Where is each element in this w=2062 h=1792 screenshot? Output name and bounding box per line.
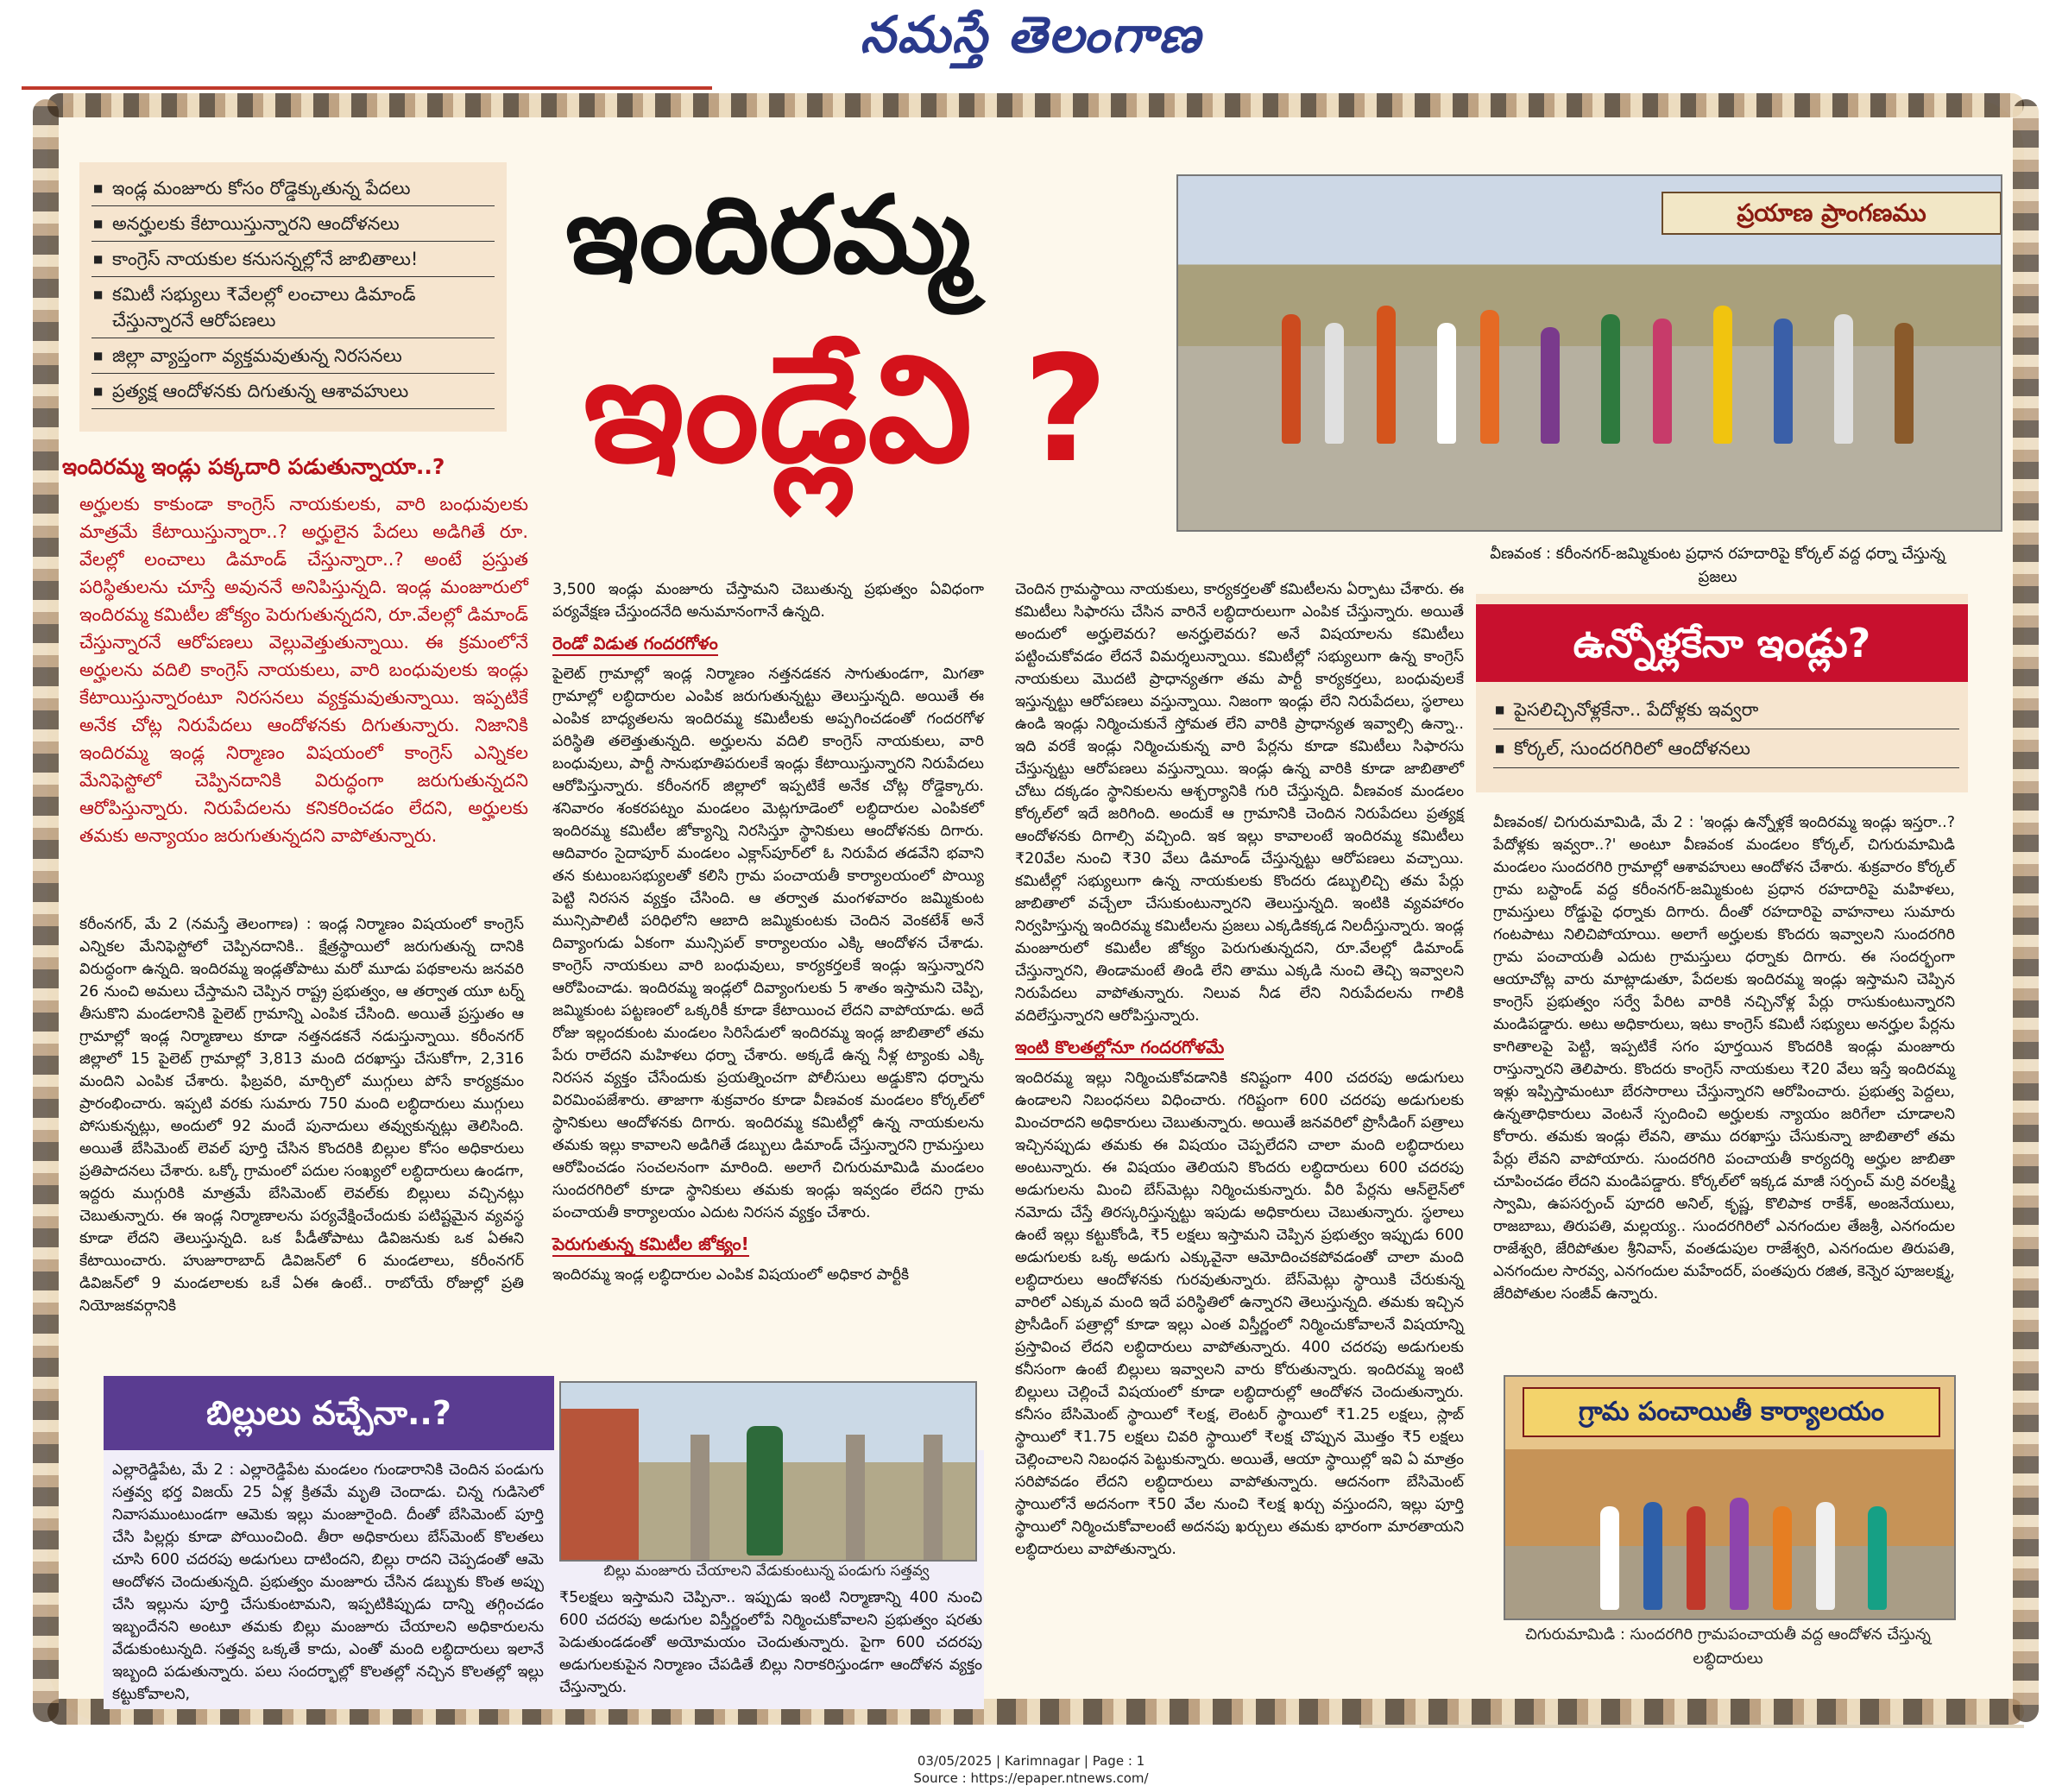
bullet-item: ■ జిల్లా వ్యాప్తంగా వ్యక్తమవుతున్న నిరసనలు [91,338,495,374]
bullet-item: ■ ప్రత్యక్ష ఆందోళనకు దిగుతున్న ఆశావహులు [91,374,495,409]
right-banner-title: ఉన్నోళ్లకేనా ఇండ్లు? [1476,604,1968,682]
col3-paragraph-2: ఇందిరమ్మ ఇల్లు నిర్మించుకోవడానికి కనిష్టంగా 400 చదరపు అడుగులు ఉండాలని నిబంధనలు విధించారు. గరిష్టంగా 600 చదరపు అడుగులకు మించరాదని అధికారులు చెబుతున్నారు. అయితే జనవరిలో ప్రొసీడింగ్ పత్రాలు ఇచ్చినప్పుడు తమకు ఈ విషయం చెప్పలేదని చాలా మంది లబ్ధిదారులు అంటున్నారు. ఈ విషయం తెలియని కొందరు లబ్ధిదారులు 600 చదరపు అడుగులను మించి బేస్‌మెట్లు నిర్మించుకున్నారు. వీరి పేర్లను ఆన్‌లైన్‌లో నమోదు చేస్తే తిరస్కరిస్తున్నట్టు ఇపుడు అధికారులు చెబుతున్నారు. స్థలాలు ఉంటే ఇల్లు కట్టుకోండి, ₹5 లక్షలు ఇస్తామని చెప్పిన ప్రభుత్వం ఇప్పుడు 600 అడుగులకు ఒక్క అడుగు ఎక్కువైనా ఆమోదించకపోవడంతో చాలా మంది లబ్ధిదారులు ఆందోళనకు గురవుతున్నారు. బేస్‌మెట్లు స్థాయికి చేరుకున్న వారిలో ఎక్కువ మంది ఇదే పరిస్థితిలో ఉన్నారని తెలుస్తున్నది. తమకు ఇచ్చిన ప్రొసీడింగ్ పత్రాల్లో కూడా ఇల్లు ఎంత విస్తీర్ణంలో నిర్మించుకోవాలనే విషయాన్ని ప్రస్తావించ లేదని లబ్ధిదారులు వాపోతున్నారు. 400 చదరపు అడుగులకు కనీసంగా ఉంటే బిల్లులు ఇవ్వాలని వారు కోరుతున్నారు. ఇందిరమ్మ ఇంటి బిల్లులు చెల్లించే విషయంలో కూడా లబ్ధిదారుల్లో ఆందోళన చెందుతున్నారు. కనీసం బేసిమెంట్ స్థాయిలో ₹లక్ష, లెంటర్ స్థాయిలో ₹1.25 లక్షలు, స్లాబ్ స్థాయిలో ₹1.75 లక్షలు చివరి స్థాయిలో ₹లక్ష చొప్పున మొత్తం ₹5 లక్షలు చెల్లించాలని నిబంధన పెట్టుకున్నారు. అయితే, ఆయా స్థాయిల్లో ఇవి ఏ మాత్రం సరిపోవడం లేదని లబ్ధిదారులు వాపోతున్నారు. ఆదనంగా బేసిమెంట్ స్థాయిలోనే అదనంగా ₹50 వేల నుంచి ₹లక్ష ఖర్చు వస్తుందని, ఇల్లు పూర్తి స్థాయిలో నిర్మించుకోవాలంటే అదనపు ఖర్చులు తమకు భారంగా మారతాయని లబ్ధిదారులు వాపోతున్నారు. [1015,1070,1464,1558]
photo-person [1643,1502,1662,1610]
photo-person [1687,1506,1706,1610]
red-subheading: ఇందిరమ్మ ఇండ్లు పక్కదారి పడుతున్నాయా..? [62,454,445,479]
photo-person [1437,323,1456,444]
footer-date-page: 03/05/2025 | Karimnagar | Page : 1 [917,1753,1145,1769]
article-column-1: కరీంనగర్, మే 2 (నమస్తే తెలంగాణ) : ఇండ్ల నిర్మాణం విషయంలో కాంగ్రెస్ ఎన్నికల మేనిఫెస్టోలో చెప్పినదానికి.. క్షేత్రస్థాయిలో జరుగుతున్న దానికి విరుద్ధంగా ఉన్నది. ఇందిరమ్మ ఇండ్లతోపాటు మరో మూడు పథకాలను జనవరి 26 నుంచి అమలు చేస్తామని చెప్పిన రాష్ట్ర ప్రభుత్వం, ఆ తర్వాత యూ టర్న్ తీసుకొని మండలానికి పైలెట్ గ్రామాన్ని ఎంపిక చేసింది. అయితే ప్రస్తుతం ఆ గ్రామాల్లో ఇండ్ల నిర్మాణాలు కూడా నత్తనడకనే నడుస్తున్నాయి. కరీంనగర్ జిల్లాలో 15 పైలెట్ గ్రామాల్లో 3,813 మంది దరఖాస్తు చేసుకోగా, 2,316 మందిని ఎంపిక చేశారు. ఫిబ్రవరి, మార్చిలో ముగ్గులు పోసే కార్యక్రమం ప్రారంభించారు. ఇప్పటి వరకు సుమారు 750 మంది లబ్ధిదారులు ముగ్గులు పోసుకున్నట్లు, అందులో 92 మందే పునాదులు తవ్వుకున్నట్లు తెలిసింది. అయితే బేసిమెంట్ లెవల్ పూర్తి చేసిన కొందరికి బిల్లుల కోసం అధికారులు ప్రతిపాదనలు చేశారు. ఒక్కో గ్రామంలో పదుల సంఖ్యలో లబ్ధిదారులు ఉండగా, ఇద్దరు ముగ్గురికి మాత్రమే బేసిమెంట్ లెవల్‌కు బిల్లులు వచ్చినట్లు చెబుతున్నారు. ఈ ఇండ్ల నిర్మాణాలను పర్యవేక్షించేందుకు పటిష్టమైన వ్యవస్థ కూడా లేదని తెలుస్తున్నది. ఒక పీడీతోపాటు డివిజనుకు ఒక ఏఈని కేటాయించారు. హుజూరాబాద్ డివిజన్‌లో 6 మండలాలు, కరీంనగర్ డివిజన్‌లో 9 మండలాలకు ఒకే ఏఈ ఉంటే.. రాబోయే రోజుల్లో ప్రతి నియోజకవర్గానికి [79,916,524,1315]
bullet-item: ■ కాంగ్రెస్ నాయకుల కనుసన్నల్లోనే జాబితాలు! [91,242,495,277]
photo-person [1601,314,1620,444]
photo-person [1895,323,1914,444]
col2-paragraph-2: ఇందిరమ్మ ఇండ్ల లబ్ధిదారుల ఎంపిక విషయంలో అధికార పార్టీకి [552,1266,910,1284]
bullet-item: ■ కమిటీ సభ్యులు ₹వేలల్లో లంచాలు డిమాండ్ చేస్తున్నారనే ఆరోపణలు [91,277,495,338]
woman-photo-caption: బిల్లు మంజూరు చేయాలని వేడుకుంటున్న పండుగు సత్తవ్వ [603,1562,930,1580]
photo-caption-bottom: చిగురుమామిడి : సుందరగిరి గ్రామపంచాయతీ వద్ద ఆందోళన చేస్తున్న లబ్ధిదారులు [1525,1625,1931,1668]
photo-pillar [846,1435,865,1560]
col3-subheading: ఇంటి కొలతల్లోనూ గందరగోళమే [1015,1036,1224,1060]
photo-signboard: ప్రయాణ ప్రాంగణము [1662,192,2002,235]
red-intro-paragraph: అర్హులకు కాకుండా కాంగ్రెస్ నాయకులకు, వారి బంధువులకు మాత్రమే కేటాయిస్తున్నారా..? అర్హులైన పేదలు అడిగితే రూ. వేలల్లో లంచాలు డిమాండ్ చేస్తున్నారా..? అంటే ప్రస్తుత పరిస్థితులను చూస్తే అవుననే అనిపిస్తున్నది. ఇండ్ల మంజూరులో ఇందిరమ్మ కమిటీల జోక్యం పెరుగుతున్నదని, రూ.వేలల్లో డిమాండ్ చేస్తున్నారనే ఆరోపణలు వెల్లువెత్తుతున్నాయి. ఈ క్రమంలోనే అర్హులను వదిలి కాంగ్రెస్ నాయకులు, వారి బంధువులకు ఇండ్లు కేటాయిస్తున్నారంటూ నిరసనలు వ్యక్తమవుతున్నాయి. ఇప్పటికే అనేక చోట్ల నిరుపేదలు ఆందోళనకు దిగుతున్నారు. నిజానికి ఇందిరమ్మ ఇండ్ల నిర్మాణం విషయంలో కాంగ్రెస్ ఎన్నికల మేనిఫెస్టోలో చెప్పినదానికి విరుద్ధంగా జరుగుతున్నదని ఆరోపిస్తున్నారు. నిరుపేదలను కనికరించడం లేదని, అర్హులకు తమకు అన్యాయం జరుగుతున్నదని వాపోతున్నారు. [79,494,528,846]
masthead-rule [22,86,712,90]
footer [0,1752,2062,1790]
bullet-item: ■ ఇండ్ల మంజూరు కోసం రోడ్డెక్కుతున్న పేదలు [91,171,495,206]
headline-line1: ఇందిరమ్మ [565,174,971,298]
col2-subheading-1: రెండో విడుత గందరగోళం [552,632,718,656]
col2-subheading-2: పెరుగుతున్న కమిటీల జోక్యం! [552,1233,749,1257]
woman-house-photo [559,1381,977,1562]
photo-pillar [924,1435,943,1560]
photo-person [1480,310,1499,444]
bottom-box-title: బిల్లులు వచ్చేనా..? [104,1376,554,1450]
photo-person [1868,1506,1887,1610]
photo-pillar [690,1435,709,1560]
col3-paragraph-1: చెందిన గ్రామస్థాయి నాయకులు, కార్యకర్తలతో కమిటీలను ఏర్పాటు చేశారు. ఈ కమిటీలు సిఫారసు చేసిన వారినే లబ్ధిదారులుగా ఎంపిక చేస్తున్నారు. అయితే అందులో అర్హులెవరు? అనర్హులెవరు? అనే విషయాలను కమిటీలు పట్టించుకోవడం లేదనే విమర్శలున్నాయి. కమిటీల్లో సభ్యులుగా ఉన్న కాంగ్రెస్ నాయకులు మొదటి ప్రాధాన్యతగా తమ పార్టీ కార్యకర్తలు, బంధువులకే ఇస్తున్నట్టు ఆరోపణలు వస్తున్నాయి. నిజంగా ఇండ్లు లేని నిరుపేదలు, స్థలాలు ఉండి ఇండ్లు నిర్మించుకునే స్తోమత లేని వారికి ప్రాధాన్యత ఇవ్వాల్సి ఉన్నా.. ఇది వరకే ఇండ్లు నిర్మించుకున్న వారి పేర్లను కూడా కమిటీలు సిఫారసు చేస్తున్నట్టు ఆరోపణలు వస్తున్నాయి. ఇండ్లు ఉన్న వారికి కూడా జాబితాలో చోటు దక్కడం స్థానికులను ఆశ్చర్యానికి గురి చేస్తున్నది. వీణవంక మండలం కోర్కల్‌లో ఇదే జరిగింది. అందుకే ఆ గ్రామానికి చెందిన నిరుపేదలు ప్రత్యక్ష ఆందోళనకు దిగాల్సి వచ్చింది. ఇక ఇల్లు కావాలంటే ఇందిరమ్మ కమిటీలు ₹20వేల నుంచి ₹30 వేలు డిమాండ్ చేస్తున్నట్టు ఆరోపణలు వచ్చాయి. కమిటీల్లో సభ్యులుగా ఉన్న నాయకులకు కొందరు డబ్బులిచ్చి తమ పేర్లు జాబితాలో వచ్చేలా చేసుకుంటున్నారని తెలుస్తున్నది. ఇంటికి వ్యవహారం నిర్వహిస్తున్న ఇందిరమ్మ కమిటీలను ప్రజలు ఎక్కడికక్కడ నిలదీస్తున్నారు. ఇండ్ల మంజూరులో కమిటీల జోక్యం పెరుగుతున్నదని, రూ.వేలల్లో డిమాండ్ చేస్తున్నారని, తిండామంటే తిండి లేని తాము ఎక్కడి నుంచి తెచ్చి ఇవ్వాలని నిరుపేదలు వాపోతున్నారు. నిలువ నీడ లేని నిరుపేదలను గాలికి వదిలేస్తున్నారని ఆరోపిస్తున్నారు. [1015,581,1464,1025]
photo-person [1377,306,1396,444]
photo-person [1730,1498,1749,1610]
photo-person [1713,306,1732,444]
photo-person [1773,1506,1792,1610]
article-column-4: వీణవంక/ చిగురుమామిడి, మే 2 : 'ఇండ్లు ఉన్నోళ్లకే ఇందిరమ్మ ఇండ్లు ఇస్తరా..? పేదోళ్లకు ఇవ్వరా..?' అంటూ వీణవంక మండలం కోర్కల్, చిగురుమామిడి మండలం సుందరగిరి గ్రామాల్లో ఆశావహులు ఆందోళన చేశారు. శుక్రవారం కోర్కల్ గ్రామ బస్టాండ్ వద్ద కరీంనగర్-జమ్మికుంట ప్రధాన రహదారిపై మహిళలు, గ్రామస్తులు రోడ్డుపై ధర్నాకు దిగారు. దీంతో రహదారిపై వాహనాలు సుమారు గంటపాటు నిలిచిపోయాయి. అలాగే అర్హులకు కొందరు ఇవ్వాలని సుందరగిరి గ్రామ పంచాయతీ ఎదుట గ్రామస్తులు ధర్నాకు దిగారు. ఈ సందర్భంగా ఆయాచోట్ల వారు మాట్లాడుతూ, పేదలకు ఇందిరమ్మ ఇండ్లు ఇస్తామని చెప్పిన కాంగ్రెస్ ప్రభుత్వం సర్వే పేరిట వారికి నచ్చినోళ్ల పేర్లు రాసుకుంటున్నారని మండిపడ్డారు. అటు అధికారులు, ఇటు కాంగ్రెస్ కమిటీ సభ్యులు అనర్హుల పేర్లను కాగితాలపై పెట్టి, ఇప్పటికే సగం పూర్తయిన కొందరికి ఇండ్లు మంజూరు రాస్తున్నారని తెలిపారు. కొందరు కాంగ్రెస్ నాయకులు ₹20 వేలు ఇస్తే ఇందిరమ్మ ఇళ్లు ఇప్పిస్తామంటూ బేరసారాలు చేస్తున్నారని ఆరోపించారు. ప్రభుత్వ పెద్దలు, ఉన్నతాధికారులు వెంటనే స్పందించి అర్హులకు న్యాయం జరిగేలా చూడాలని కోరారు. తమకు ఇండ్లు లేవని, తాము దరఖాస్తు చేసుకున్నా జాబితాలో తమ పేర్లు లేవని వాపోయారు. సుందరగిరి పంచాయతీ కార్యదర్శి అర్హుల జాబితా చూపించడం లేదని మండిపడ్డారు. కోర్కల్‌లో ఇక్కడ మాజీ సర్పంచ్ మర్రి వరలక్ష్మి స్వామి, ఉపసర్పంచ్ పూదరి అనిల్, కృష్ణ, కొలిపాక రాకేశ్, అంజనేయులు, రాజబాబు, తిరుపతి, మల్లయ్య.. సుందరగిరిలో ఎనగందుల తేజశ్రీ, ఎనగందుల రాజేశ్వరి, జేరిపోతుల శ్రీనివాస్, వంతడుపుల రాజేశ్వరి, ఎనగందుల తిరుపతి, ఎనగందుల సారవ్వ, ఎనగందుల మహేందర్, పంతపురు రజిత, కెన్నెర పూజలక్ష్మ, జేరిపోతుల సంజీవ్ ఉన్నారు. [1493,814,1955,1303]
bottom-box-text-2: ₹5లక్షలు ఇస్తామని చెప్పినా.. ఇప్పుడు ఇంటి నిర్మాణాన్ని 400 నుంచి 600 చదరపు అడుగుల విస్తీర్ణంలోపే నిర్మించుకోవాలని ప్రభుత్వం షరతు పెడుతుండడంతో అయోమయం చెందుతున్నారు. పైగా 600 చదరపు అడుగులకుపైన నిర్మాణం చేపడితే బిల్లు నిరాకరిస్తుండగా ఆందోళన వ్యక్తం చేస్తున్నారు. [559,1589,982,1696]
photo-person [1541,327,1560,444]
photo-person [1816,1502,1835,1610]
top-bullets-box [79,162,507,432]
headline-line2: ఇండ్లేవి ? [583,325,1108,495]
footer-source-link[interactable]: Source : https://epaper.ntnews.com/ [913,1770,1149,1786]
panchayat-signboard: గ్రామ పంచాయితీ కార్యాలయం [1523,1387,1940,1437]
col2-lead: 3,500 ఇండ్లు మంజూరు చేస్తామని చెబుతున్న ప్రభుత్వం ఏవిధంగా పర్యవేక్షణ చేస్తుందనేది అనుమానంగానే ఉన్నది. [552,581,984,621]
article-column-3 [1015,578,1464,1692]
photo-caption-top: వీణవంక : కరీంనగర్-జమ్మికుంట ప్రధాన రహదారిపై కోర్కల్ వద్ద ధర్నా చేస్తున్న ప్రజలు [1490,545,1945,586]
burnt-edge-right [2013,99,2039,1722]
right-bullet-item: ■ కోర్కల్, సుందరగిరిలో ఆందోళనలు [1493,729,1959,768]
panchayat-protest-photo [1504,1375,1956,1620]
burnt-edge-top [47,93,2024,117]
bullet-item: ■ అనర్హులకు కేటాయిస్తున్నారని ఆందోళనలు [91,206,495,242]
photo-person [1282,314,1301,444]
photo-person [1653,319,1672,444]
article-column-2 [552,578,984,1372]
photo-person [1600,1506,1619,1610]
bottom-box-text: ఎల్లారెడ్డిపేట, మే 2 : ఎల్లారెడ్డిపేట మండలం గుండారానికి చెందిన పండుగు సత్తవ్వ భర్త విజయ్ 25 ఏళ్ల క్రితమే మృతి చెందాడు. చిన్న గుడిసెలో నివాసముంటుండగా ఆమెకు ఇల్లు మంజూరైంది. దీంతో బేసిమెంట్ పూర్తి చేసి పిల్లర్లు కూడా పోయించింది. తీరా అధికారులు బేస్‌మెంట్ కొలతలు చూసి 600 చదరపు అడుగులు దాటిందని, బిల్లు రాదని చెప్పడంతో ఆమె ఆందోళన చెందుతున్నది. ప్రభుత్వం మంజూరు చేసిన డబ్బుకు కొంత అప్పు చేసి ఇల్లును పూర్తి చేసుకుంటామని, ఇప్పటికిప్పుడు దాన్ని తగ్గించడం ఇబ్బందేనని అంటూ తమకు బిల్లు మంజూరు చేయాలని అధికారులను వేడుకుంటున్నది. సత్తవ్వ ఒక్కతే కాదు, ఎంతో మంది లబ్ధిదారులు ఇలానే ఇబ్బంది పడుతున్నారు. పలు సందర్భాల్లో కొలతల్లో నచ్చిన కొలతల్లో ఇల్లు కట్టుకోవాలని, [112,1461,544,1703]
photo-person [747,1426,783,1555]
masthead-logo: నమస్తే తెలంగాణ [860,5,1202,64]
photo-person [1834,314,1853,444]
right-bullet-item: ■ పైసలిచ్చినోళ్లకేనా.. పేదోళ్లకు ఇవ్వరా [1493,691,1959,729]
burnt-edge-left [33,99,59,1722]
right-banner-bullets [1493,691,1959,786]
photo-person [1325,323,1344,444]
col2-paragraph-1: పైలెట్ గ్రామాల్లో ఇండ్ల నిర్మాణం నత్తనడకన సాగుతుండగా, మిగతా గ్రామాల్లో లబ్ధిదారుల ఎంపిక జరుగుతున్నట్టు తెలుస్తున్నది. అయితే ఈ ఎంపిక బాధ్యతలను ఇందిరమ్మ కమిటీలకు అప్పగించడంతో గందరగోళ పరిస్థితి తలెత్తుతున్నది. అర్హులను వదిలి కాంగ్రెస్ నాయకులు, వారి బంధువులు, పార్టీ సానుభూతిపరులకే ఇండ్లు కేటాయిస్తున్నారని నిరుపేదలు ఆరోపిస్తున్నారు. కరీంనగర్ జిల్లాలో ఇప్పటికే అనేక చోట్ల రోడ్డెక్కారు. శనివారం శంకరపట్నం మండలం మెట్లగూడెంలో లబ్ధిదారుల ఎంపికలో ఇందిరమ్మ కమిటీల జోక్యాన్ని నిరసిస్తూ స్థానికులు ఆందోళనకు దిగారు. ఆదివారం సైదాపూర్ మండలం ఎక్లాస్‌పూర్‌లో ఓ నిరుపేద తడవేని భవాని తన కుటుంబసభ్యులతో కలిసి గ్రామ పంచాయతీ కార్యాలయంలో పొయ్యి పెట్టి నిరసన వ్యక్తం చేసింది. ఆ తర్వాత మంగళవారం జమ్మికుంట మున్సిపాలిటీ పరిధిలోని ఆబాది జమ్మికుంటకు చెందిన వెంకటేశ్ అనే దివ్యాంగుడు ఏకంగా మున్సిపల్ కార్యాలయం ఎక్కి ఆందోళన చేశాడు. కాంగ్రెస్ నాయకులు వారి బంధువులు, కార్యకర్తలకే ఇండ్లు ఇస్తున్నారని ఆరోపించాడు. ఇందిరమ్మ ఇండ్లలో దివ్యాంగులకు 5 శాతం ఇస్తామని చెప్పి, జమ్మికుంట పట్టణంలో ఒక్కరికీ కూడా కేటాయించ లేదని వాపోయాడు. అదే రోజు ఇల్లందకుంట మండలం సిరిసేడులో ఇందిరమ్మ ఇండ్ల జాబితాలో తమ పేరు రాలేదని మహిళలు ధర్నా చేశారు. అక్కడే ఉన్న నీళ్ల ట్యాంకు ఎక్కి నిరసన వ్యక్తం చేసేందుకు ప్రయత్నించగా పోలీసులు అడ్డుకొని ధర్నాను విరమింపజేశారు. తాజాగా శుక్రవారం కూడా వీణవంక మండలం కోర్కల్‌లో స్థానికులు ఆందోళనకు దిగారు. ఇందిరమ్మ కమిటీల్లో ఉన్న నాయకులను తమకు ఇల్లు కావాలని అడిగితే డబ్బులు డిమాండ్ చేస్తున్నారని గ్రామస్తులు ఆరోపించడం సంచలనంగా మారింది. అలాగే చిగురుమామిడి మండలం సుందరగిరిలో కూడా స్థానికులు తమకు ఇండ్లు ఇవ్వడం లేదని గ్రామ పంచాయతీ కార్యాలయం ఎదుట నిరసన వ్యక్తం చేశారు. [552,666,984,1221]
bottom-separator [1359,1725,2024,1728]
photo-person [1774,319,1793,444]
photo-brick-wall [561,1409,639,1560]
protest-photo [1176,174,2002,532]
